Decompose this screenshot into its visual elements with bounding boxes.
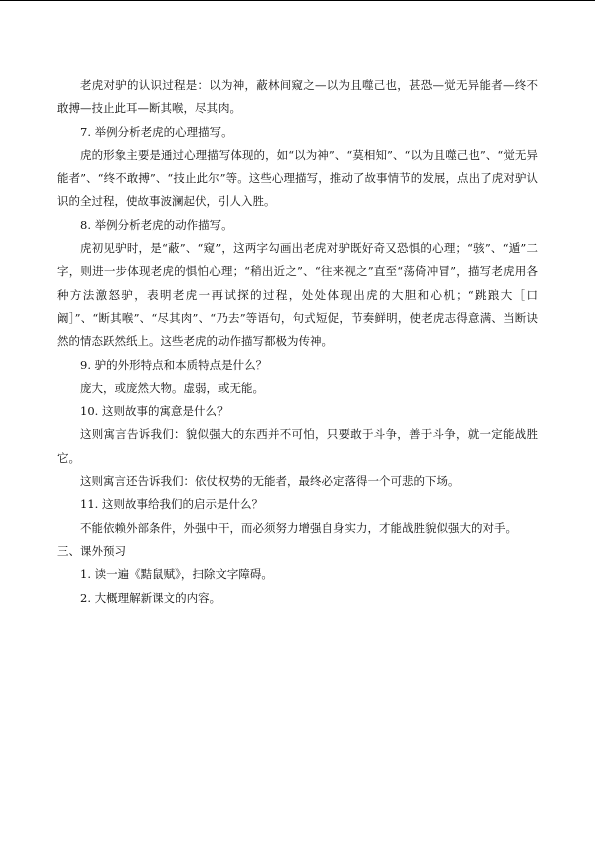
section-heading: 三、课外预习 [57, 543, 126, 558]
paragraph: 虎的形象主要是通过心理描写体现的，如“以为神”、“莫相知”、“以为且噬己也”、“觉无异能者”、“终不敢搏”、“技止此尔”等。这些心理描写，推动了故事情节的发展，点出了虎对驴认识的全过程，使故事波澜起伏，引人入胜。 [57, 147, 538, 209]
question-heading: 11. 这则故事给我们的启示是什么？ [80, 497, 263, 512]
top-rule [0, 0, 595, 1]
paragraph: 庞大，或庞然大物。虚弱，或无能。 [80, 380, 264, 395]
paragraph: 老虎对驴的认识过程是：以为神，蔽林间窥之—以为且噬己也，甚恐—觉无异能者—终不敢搏—技止此耳—断其喉，尽其肉。 [57, 78, 538, 116]
paragraph: 虎初见驴时，是“蔽”、“窥”，这两字勾画出老虎对驴既好奇又恐惧的心理；“骇”、“遁”二字，则进一步体现老虎的惧怕心理；“稍出近之”、“往来视之”直至“荡倚冲冒”，描写老虎用各种方法激怒驴，表明老虎一再试探的过程，处处体现出虎的大胆和心机；“跳踉大［口阚］”、“断其喉”、“尽其肉”、“乃去”等语句，句式短促，节奏鲜明，使老虎志得意满、当断诀然的情态跃然纸上。这些老虎的动作描写都极为传神。 [57, 241, 538, 349]
question-heading: 9. 驴的外形特点和本质特点是什么？ [80, 357, 268, 372]
question-heading: 10. 这则故事的寓意是什么？ [80, 404, 229, 419]
document-body [57, 74, 538, 610]
question-heading: 7. 举例分析老虎的心理描写。 [80, 124, 233, 139]
paragraph: 不能依赖外部条件，外强中干，而必须努力增强自身实力，才能战胜貌似强大的对手。 [80, 520, 517, 535]
list-item: 1. 读一遍《黠鼠赋》，扫除文字障碍。 [80, 567, 273, 582]
paragraph: 这则寓言还告诉我们：依仗权势的无能者，最终必定落得一个可悲的下场。 [80, 474, 460, 489]
paragraph: 这则寓言告诉我们：貌似强大的东西并不可怕，只要敢于斗争，善于斗争，就一定能战胜它。 [57, 427, 538, 465]
list-item: 2. 大概理解新课文的内容。 [80, 590, 222, 605]
question-heading: 8. 举例分析老虎的动作描写。 [80, 217, 233, 232]
